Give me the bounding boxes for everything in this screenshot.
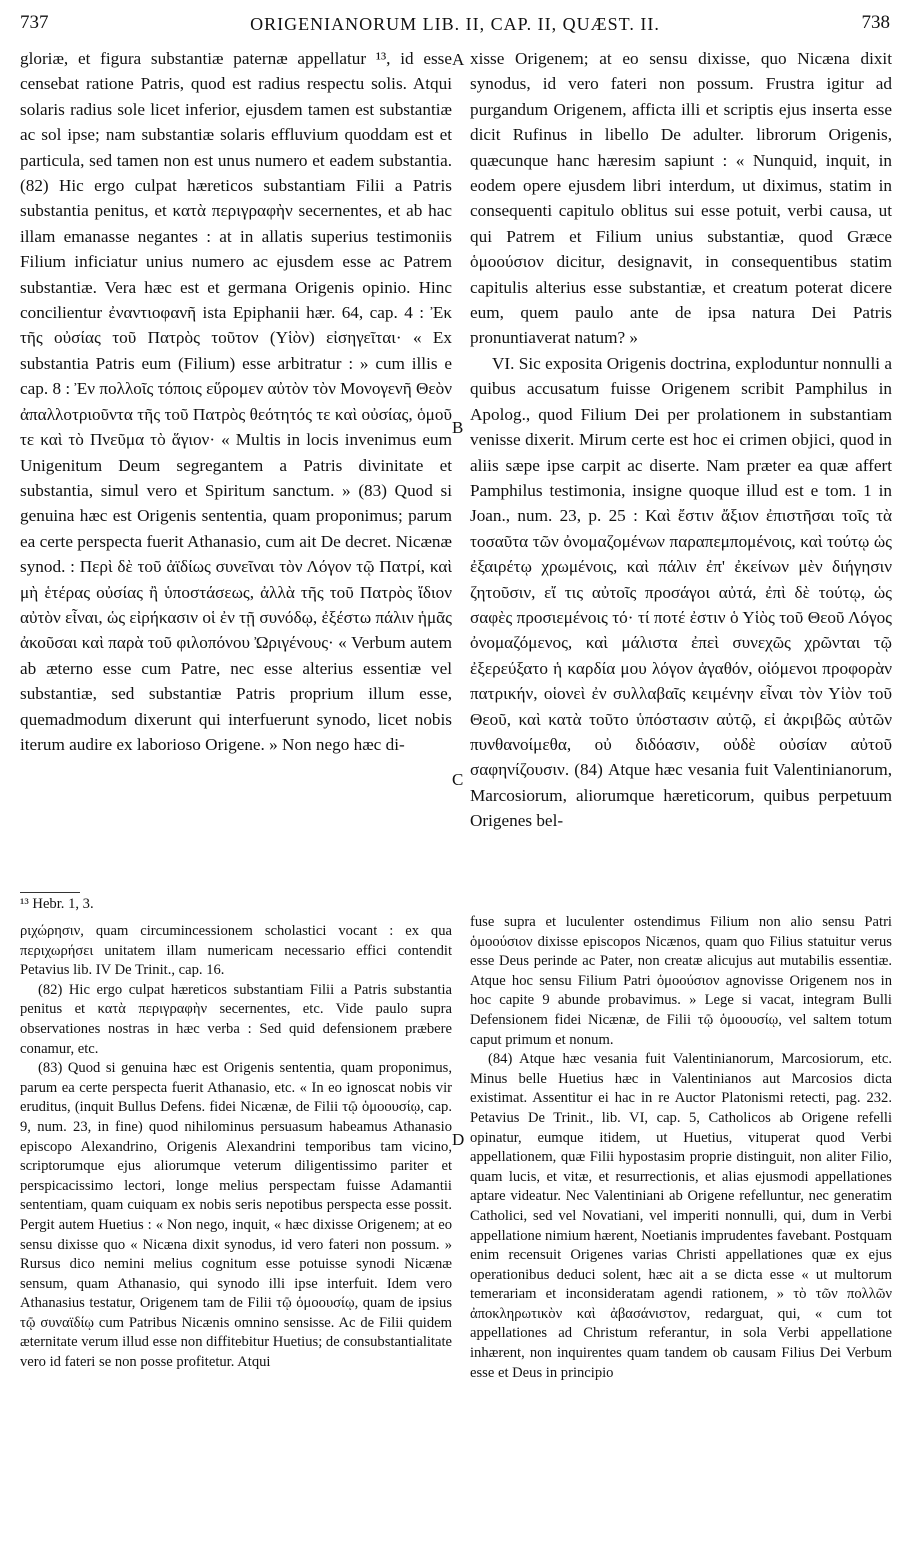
main-paragraph: xisse Origenem; at eo sensu dixisse, quo Nicæna dixit synodus, id vero fateri non possum. Frustra igitur ad purgandum Origenem, afficta illi et scriptis ejus inserta esse dicit Rufinus in libello De adulter. librorum Origenis, quæcunque hanc hæresim sapiunt : « Nunquid, inquit, in eodem opere ejusdem libri interdum, ut diximus, statim in consequenti capitulo oblitus sui esse potuit, verbi causa, ut qui Patrem et Filium unius substantiæ, quod Græce ὁμοούσιον dicitur, designavit, in consequentibus statim capitulis alterius esse substantiæ, et creatum poterat dicere eum, quem paulo ante de ipsa natura Dei Patris pronuntiaverat natum? » — [470, 49, 892, 348]
footnote-text: ¹³ Hebr. 1, 3. — [20, 896, 94, 912]
page-number-right: 738 — [861, 12, 890, 33]
footnote-13 — [20, 895, 452, 915]
margin-letter-c: C — [452, 770, 464, 789]
main-text-right-column — [470, 46, 892, 834]
notes-left-column — [20, 922, 452, 1373]
margin-letter-d: D — [452, 1130, 465, 1149]
main-paragraph: gloriæ, et figura substantiæ paternæ appellatur ¹³, id esse censebat ratione Patris, quod est radius respectu solis. Atqui solaris radius sole licet inferior, ejusdem tamen est substantiæ ac sol ipse; nam substantiæ solaris effluvium quoddam est et particula, sed tamen non est unus numero et eadem substantia. (82) Hic ergo culpat hæreticos substantiam Filii a Patris substantia penitus, et κατὰ περιγραφὴν secernentes, et ab hac illam emanasse negantes : at in allatis superius testimoniis Filium inficiatur unius numero ac ejusdem esse ac Patrem substantiæ. Vera hæc est et germana Origenis opinio. Hinc concilientur ἐναντιοφανῆ ista Epiphanii hær. 64, cap. 4 : Ἐκ τῆς οὐσίας τοῦ Πατρὸς τοῦτον (Υἱὸν) εἰσηγεῖται· « Ex substantia Patris eum (Filium) esse arbitratur : » cum illis e cap. 8 : Ἐν πολλοῖς τόποις εὕρομεν αὐτὸν τὸν Μονογενῆ Θεὸν ἀπαλλοτριοῦντα τῆς τοῦ Πατρὸς θεότητός τε καὶ οὐσίας, ὁμοῦ τε καὶ τὸ Πνεῦμα τὸ ἅγιον· « Multis in locis invenimus eum Unigenitum Deum segregantem a Patris divinitate et substantia, simul vero et Spiritum sanctum. » (83) Quod si genuina hæc est Origenis sententia, quam proponimus; parum ea certe perspecta fuerit Athanasio, cum ait De decret. Nicænæ synod. : Περὶ δὲ τοῦ ἀϊδίως συνεῖναι τὸν Λόγον τῷ Πατρί, καὶ μὴ ἑτέρας οὐσίας ἢ ὑποστάσεως, ἀλλὰ τῆς τοῦ Πατρὸς ἴδιον αὐτὸν εἶναι, ὡς εἰρήκασιν οἱ ἐν τῇ συνόδῳ, ἐξέστω πάλιν ἡμᾶς ἀκοῦσαι καὶ παρὰ τοῦ φιλοπόνου Ὠριγένους· « Verbum autem ab æterno esse cum Patre, nec esse alterius essentiæ vel substantiæ, sed substantiæ Patris proprium illum esse, quemadmodum dixerunt qui interfuerunt synodo, licet nobis iterum audire ex laborioso Origene. » Non nego hæc di- — [20, 49, 452, 754]
running-title: ORIGENIANORUM LIB. II, CAP. II, QUÆST. II. — [250, 14, 660, 34]
page-number-left: 737 — [20, 12, 49, 33]
footnote-rule — [20, 892, 80, 893]
note-paragraph: ριχώρησιν, quam circumincessionem scholastici vocant : ex qua περιχωρήσει unitatem illam numericam necessario effici contendit Petavius lib. IV De Trinit., cap. 16. — [20, 923, 452, 979]
main-text-left-column — [20, 46, 452, 757]
running-header — [20, 12, 890, 40]
section-vi-paragraph: VI. Sic exposita Origenis doctrina, exploduntur nonnulli a quibus accusatum fuisse Origenem scribit Pamphilus in Apolog., quod Filium Dei per prolationem in substantiam venisse dixerit. Mirum certe est hoc ei crimen objici, quod in aliis sæpe ipse carpit ac diserte. Nam præter ea quæ affert Pamphilus testimonia, insigne quoque illud est e tom. 1 in Joan., num. 23, p. 25 : Καὶ ἔστιν ἄξιον ἐπιστῆσαι τοῖς τὰ τοσαῦτα τῶν ὀνομαζομένων παραπεμπομένοις, καὶ τούτῳ ὡς ἐξαιρέτῳ χρωμένοις, καὶ πάλιν ἐπ' ἐκείνων μὲν διήγησιν ζητοῦσιν, εἴ τις αὐτοῖς προσάγοι αὐτά, ἐπὶ δὲ τούτῳ, ὡς σαφὲς προσιεμένοις τό· τί ποτέ ἐστιν ὁ Υἱὸς τοῦ Θεοῦ Λόγος ὀνομαζόμενος, καὶ μάλιστα ἐπεὶ συνεχῶς χρῶνται τῷ ἐξερεύξατο ἡ καρδία μου λόγον ἀγαθόν, οἰόμενοι προφορὰν πατρικήν, οἱονεὶ ἐν συλλαβαῖς κειμένην εἶναι τὸν Υἱὸν τοῦ Θεοῦ, καὶ κατὰ τοῦτο ὑπόστασιν αὐτῷ, εἰ ἀκριβῶς αὐτῶν πυνθανοίμεθα, οὐ διδόασιν, οὐδὲ οὐσίαν αὐτοῦ σαφηνίζουσιν. (84) Atque hæc vesania fuit Valentinianorum, Marcosiorum, aliorumque hæreticorum, quibus perpetuum Origenes bel- — [470, 353, 892, 831]
note-82: (82) Hic ergo culpat hæreticos substantiam Filii a Patris substantia penitus et κατὰ περιγραφὴν secernentes, etc. Vide paulo supra observationes nostras in hæc verba : Sed quid defensionem præbere conamur, etc. — [20, 981, 452, 1057]
margin-letter-a: A — [452, 50, 465, 69]
note-83: (83) Quod si genuina hæc est Origenis sententia, quam proponimus, parum ea certe perspecta fuerit Athanasio, etc. « In eo ignoscat nobis vir eruditus, (inquit Bullus Defens. fidei Nicænæ, de Filii τῷ ὁμοουσίῳ, cap. 9, num. 23, in fine) quod nihilominus persuasum habeamus Athanasio episcopo Alexandrino, Origenis Alexandrini temporibus tam vicino, scriptorumque ejus aliorumque veterum diligentissimo pariter et perspicacissimo lectori, longe melius perspectam fuisse Adamantii sententiam, quam cuiquam ex nobis seris nepotibus perspecta esse possit. Pergit autem Huetius : « Non nego, inquit, « hæc dixisse Origenem; at eo sensu dixisse quo « Nicæna dixit synodus, id vero fateri non possum. » Rursus dico nemini melius cognitum esse potuisse synodi Nicænæ sensum, quam Athanasio, qui synodo illi ipse interfuit. Idem vero Athanasius testatur, Origenem tam de Filii τῷ ὁμοουσίῳ, quam de ipsius τῷ συναϊδίῳ cum Patribus Nicænis omnino sensisse. Ac de Filii quidem æternitate verum illud esse non diffitebitur Huetius; de consubstantialitate vero id fateri se non posse profitetur. Atqui — [20, 1060, 452, 1371]
margin-letter-b: B — [452, 418, 464, 437]
note-84: (84) Atque hæc vesania fuit Valentinianorum, Marcosiorum, etc. Minus belle Huetius hæc in Valentinianos aut Marcosios dicta existimat. Assentitur ei hac in re Auctor Platonismi retecti, pag. 232. Petavius De Trinit., lib. VI, cap. 5, Catholicos ab Origene refelli opinatur, eumque itidem, ut Huetius, vituperat quod Verbi appellationem, quæ Filii hypostasim proprie distinguit, non aliter Filio, quam lucis, et vitæ, et resurrectionis, et alias ejusmodi appellationes aptare videatur. Nec Valentiniani ab Origene refelluntur, nec generatim Catholici, sed vel Novatiani, vel imperiti nonnulli, qui, dum in Verbi appellatione nimium hærent, Noetianis imprudentes favebant. Postquam enim recensuit Origenes varias Christi appellationes quæ ex ejus operationibus deduci solent, hæc ait a se dicta esse « ut multorum temerariam et inconsideratam agendi rationem, » τὸ τῶν πολλῶν ἀποκληρωτικὸν καὶ ἀβασάνιστον, redarguat, qui, « cum tot appellationes ad Christum referantur, in sola Verbi appellatione inhærent, non inquirentes quam tandem ob causam Filius Dei Verbum esse et Deus in principio — [470, 1051, 892, 1381]
note-paragraph: fuse supra et luculenter ostendimus Filium non alio sensu Patri ὁμοούσιον dixisse episcopos Nicænos, quam quo Filius statuitur verus esse Deus perinde ac Pater, non creatæ alicujus aut mutabilis essentiæ. Atque hoc sensu Filium Patri ὁμοούσιον agnovisse Origenem nos in hoc capite 9 abunde probavimus. » Lege si vacat, integram Bulli Defensionem fidei Nicænæ, de Filii τῷ ὁμοουσίῳ, vel saltem totum caput primum et nonum. — [470, 914, 892, 1048]
notes-right-column — [470, 913, 892, 1383]
